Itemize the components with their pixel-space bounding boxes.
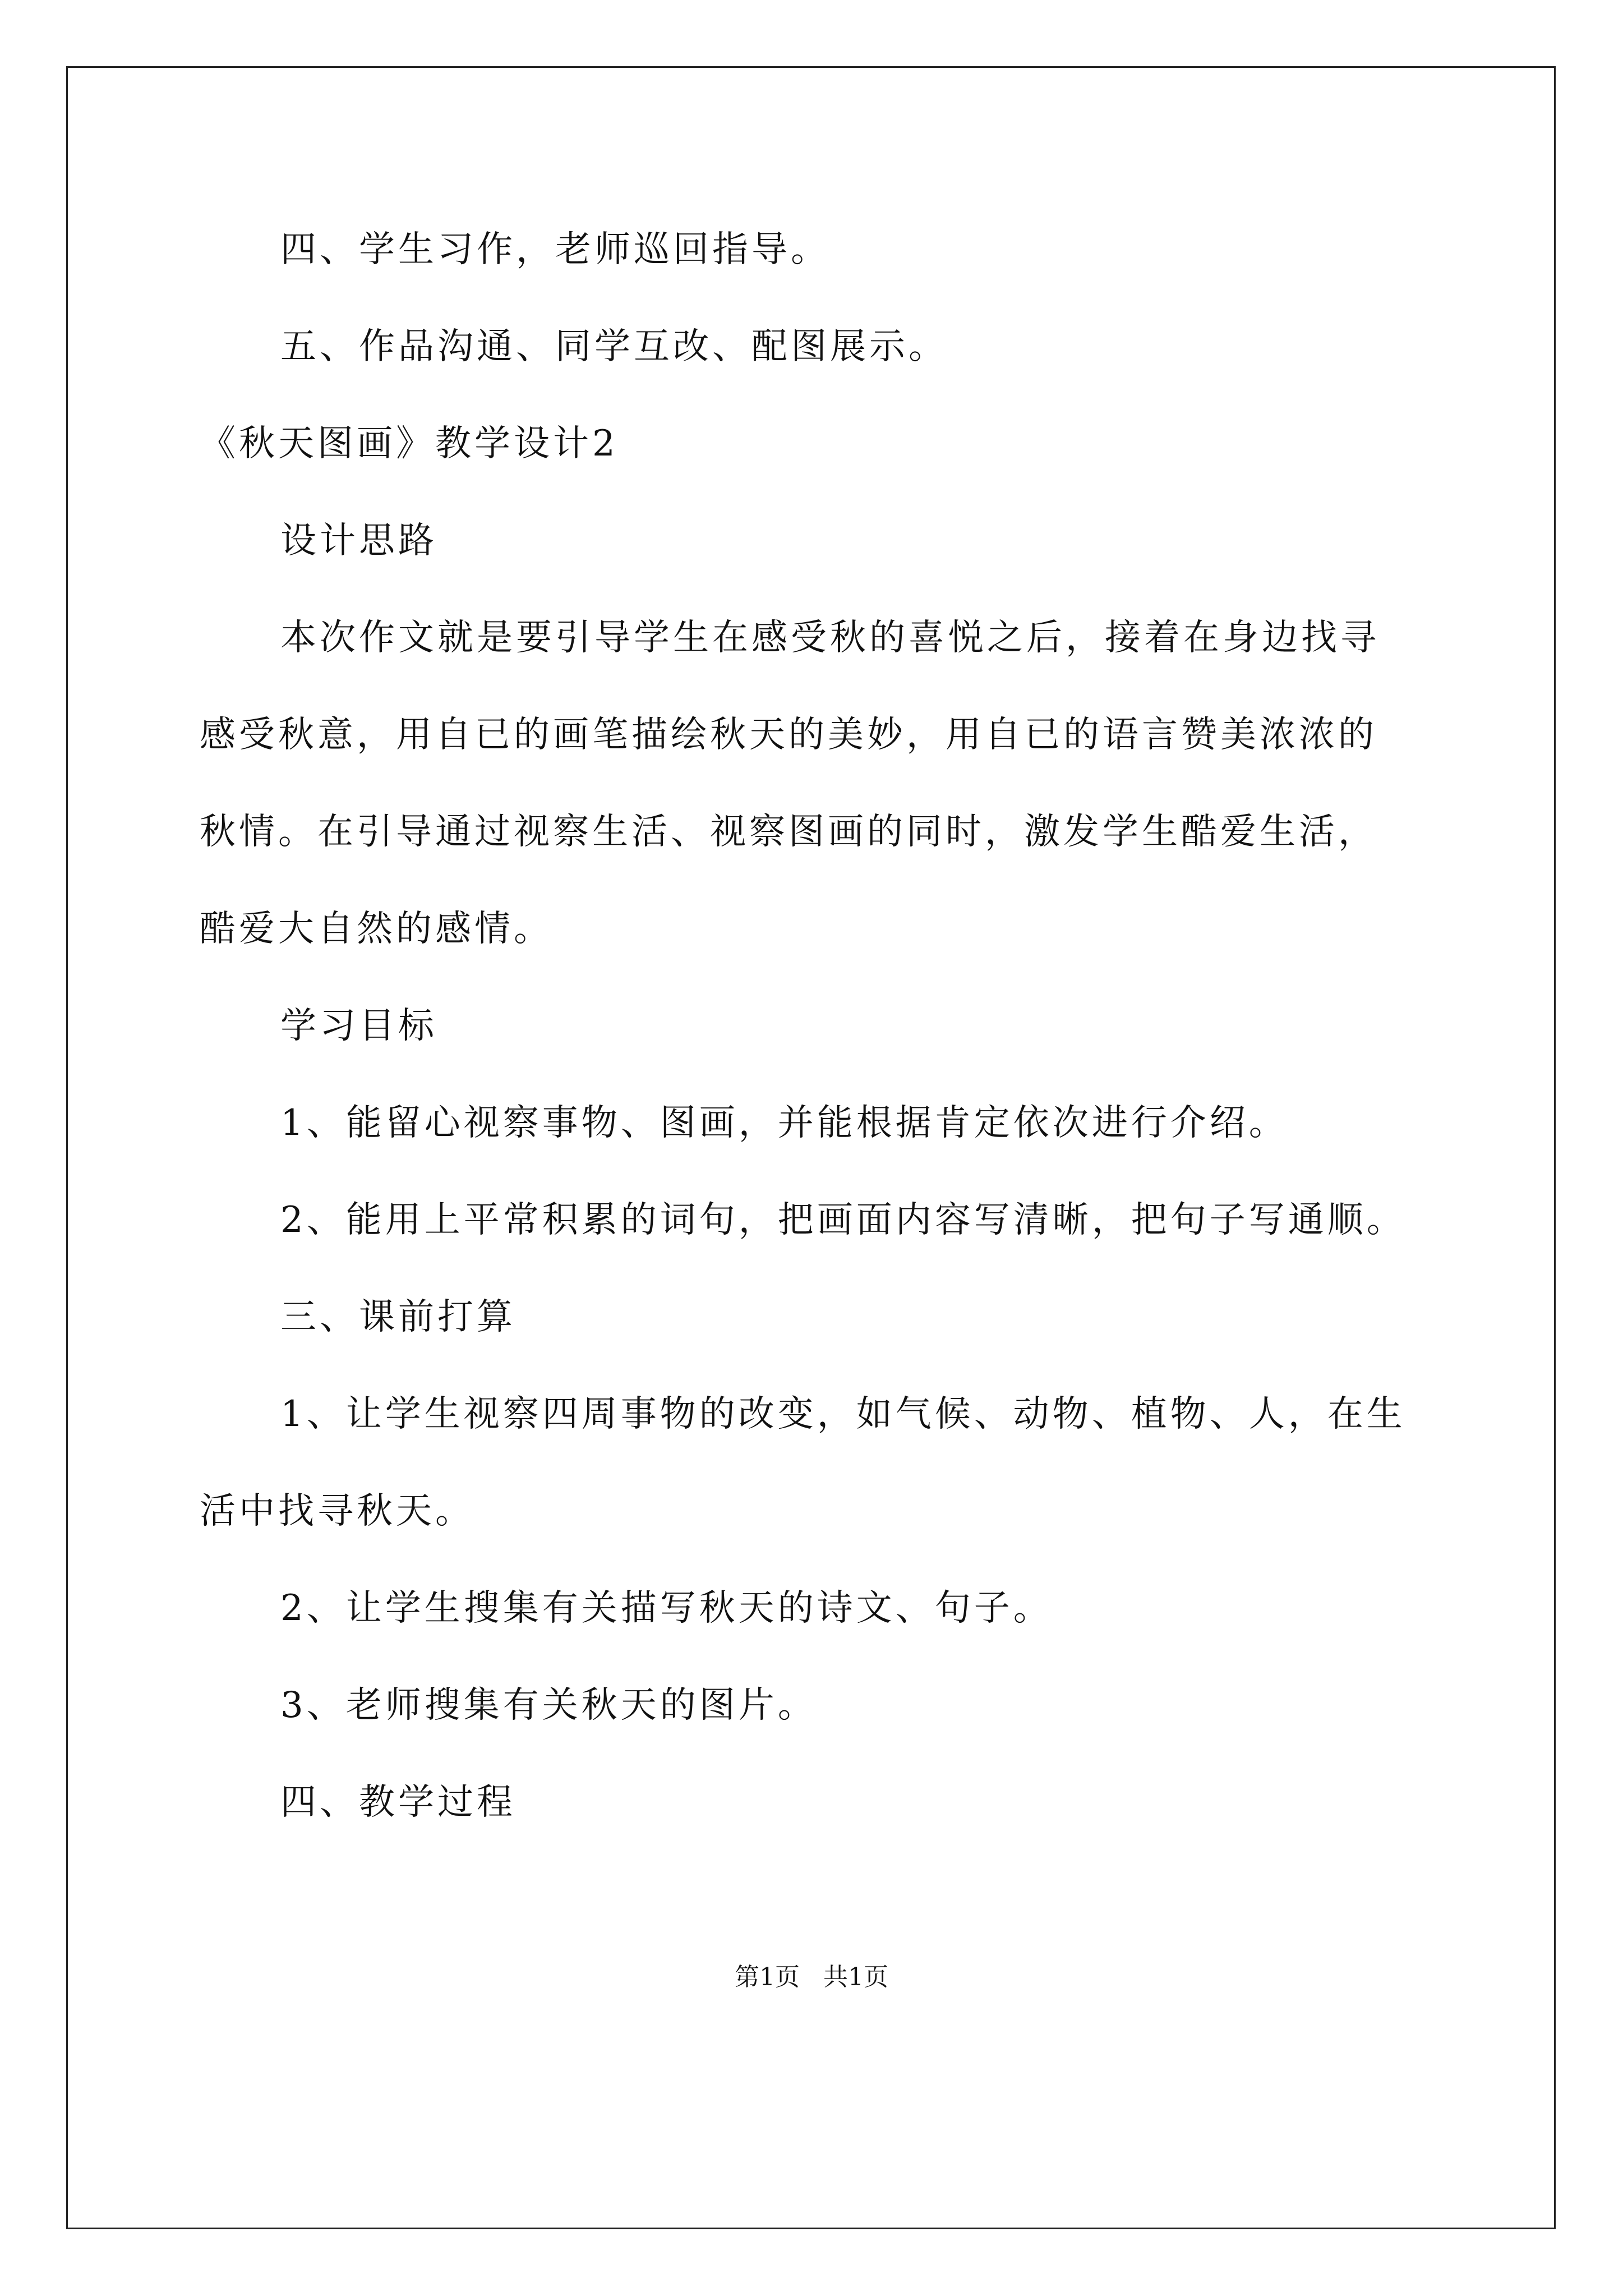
- list-item-goal-2: 2、能用上平常积累的词句，把画面内容写清晰，把句子写通顺。: [280, 1199, 1406, 1241]
- heading-learning-goals: 学习目标: [280, 1005, 437, 1047]
- section-title: 《秋天图画》教学设计2: [200, 423, 619, 464]
- paragraph-design-line-2: 感受秋意，用自已的画笔描绘秋天的美妙，用自已的语言赞美浓浓的: [200, 714, 1377, 756]
- list-item-prep-1-line-1: 1、让学生视察四周事物的改变，如气候、动物、植物、人，在生: [280, 1393, 1406, 1435]
- paragraph-step-4: 四、学生习作，老师巡回指导。: [280, 229, 830, 270]
- page-number-footer: 第1页 共1页: [735, 1963, 888, 1991]
- list-item-prep-3: 3、老师搜集有关秋天的图片。: [280, 1685, 817, 1726]
- page-border: [66, 66, 1556, 2229]
- list-item-prep-2: 2、让学生搜集有关描写秋天的诗文、句子。: [280, 1588, 1053, 1629]
- heading-preparation: 三、课前打算: [280, 1296, 516, 1338]
- list-item-goal-1: 1、能留心视察事物、图画，并能根据肯定依次进行介绍。: [280, 1102, 1288, 1144]
- paragraph-design-line-1: 本次作文就是要引导学生在感受秋的喜悦之后，接着在身边找寻: [280, 617, 1380, 659]
- heading-design-idea: 设计思路: [280, 520, 437, 562]
- heading-teaching-process: 四、教学过程: [280, 1782, 516, 1823]
- paragraph-design-line-4: 酷爱大自然的感情。: [200, 908, 553, 950]
- paragraph-step-5: 五、作品沟通、同学互改、配图展示。: [280, 326, 948, 367]
- paragraph-design-line-3: 秋情。在引导通过视察生活、视察图画的同时，激发学生酷爱生活，: [200, 811, 1377, 853]
- list-item-prep-1-line-2: 活中找寻秋天。: [200, 1490, 474, 1532]
